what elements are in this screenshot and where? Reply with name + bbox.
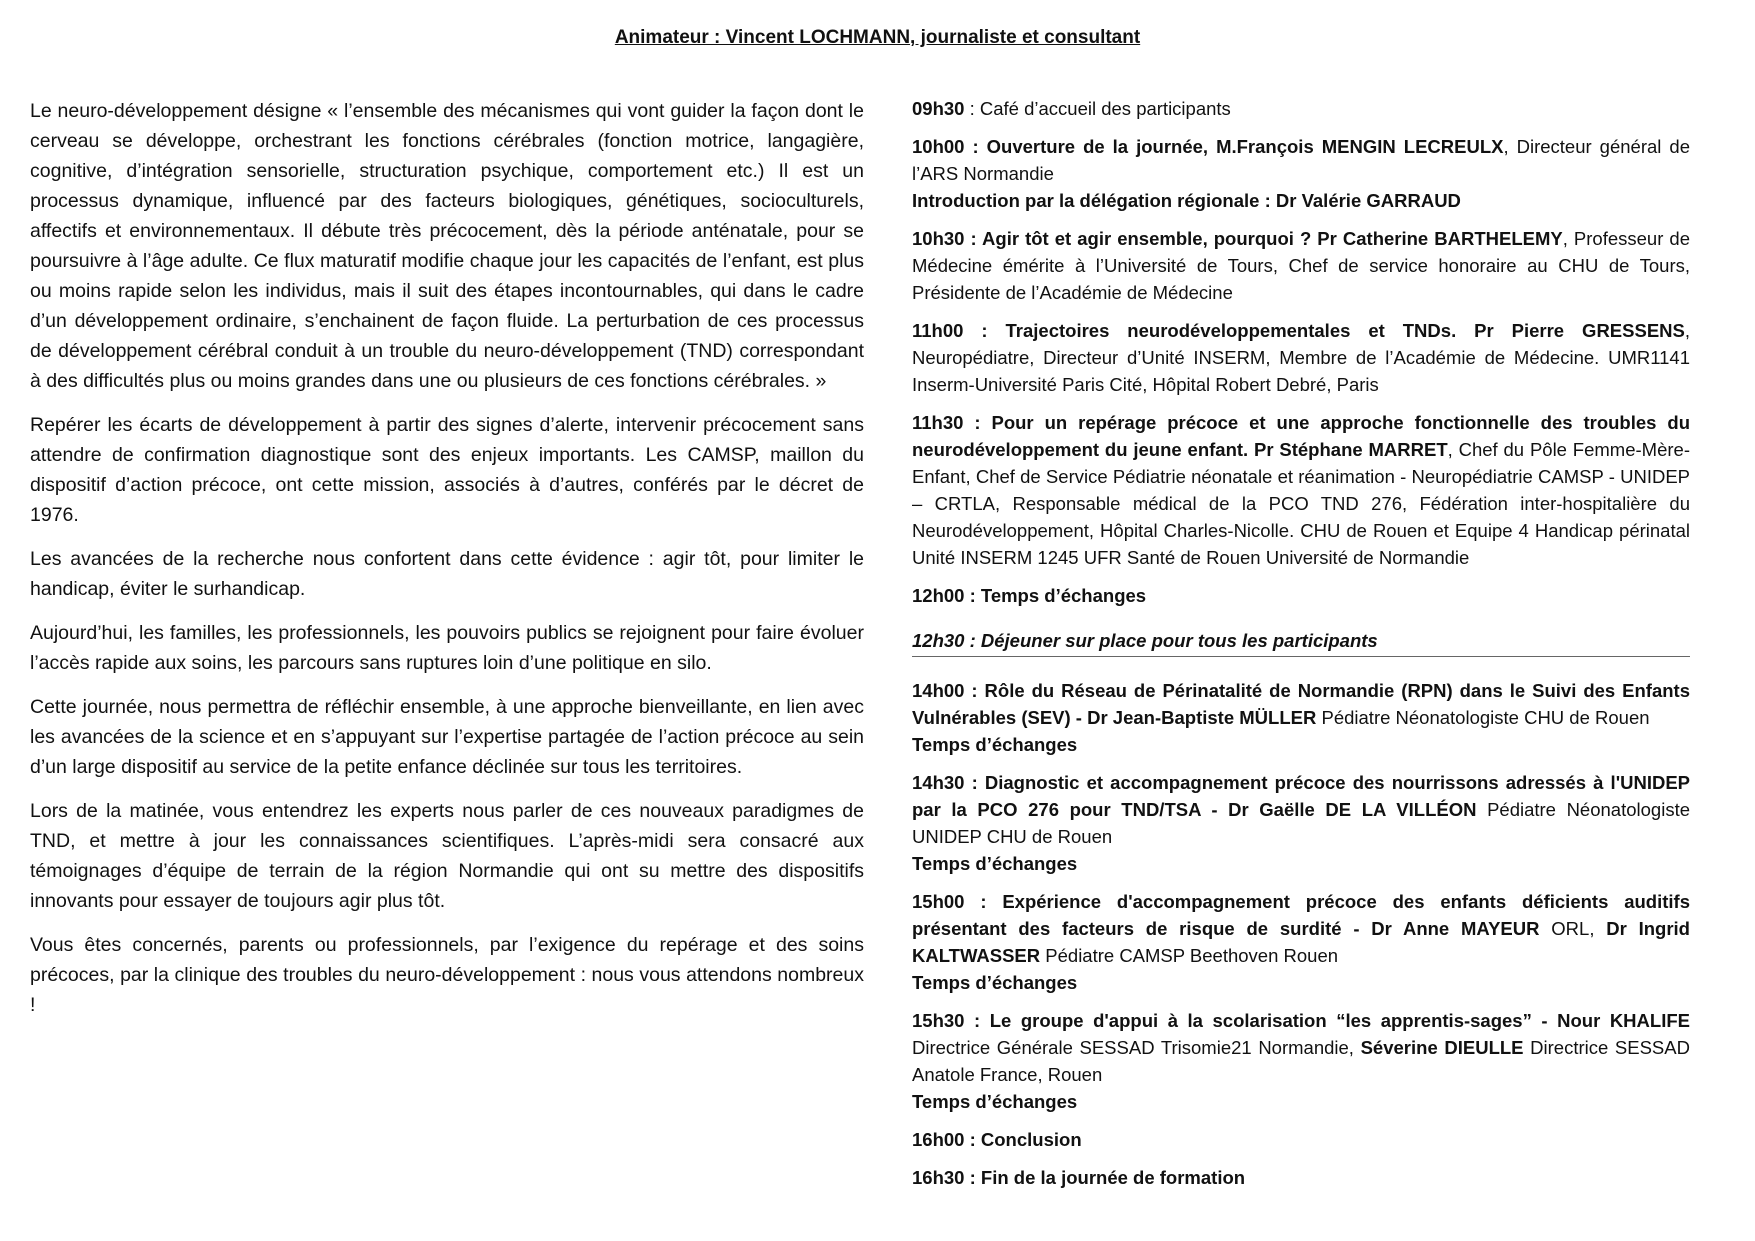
item-title: 16h30 : Fin de la journée de formation <box>912 1167 1246 1188</box>
item-text: , Directeur général de l’ARS Normandie <box>912 136 1690 184</box>
item-time: 09h30 <box>912 98 965 119</box>
program-item <box>912 582 1690 609</box>
item-title: 14h30 : Diagnostic et accompagnement précoce des nourrissons adressés à l'UNIDEP par la PCO 276 pour TND/TSA - Dr Gaëlle DE LA VILLÉON <box>912 772 1690 820</box>
item-text: Directrice SESSAD Anatole France, Rouen <box>912 1037 1690 1085</box>
item-text: Pédiatre Néonatologiste CHU de Rouen <box>1316 707 1650 728</box>
intro-paragraph: Les avancées de la recherche nous confortent dans cette évidence : agir tôt, pour limiter le handicap, éviter le surhandicap. <box>30 548 864 600</box>
item-subline: Temps d’échanges <box>912 972 1078 993</box>
item-text: Directrice Générale SESSAD Trisomie21 Normandie, <box>912 1037 1361 1058</box>
item-subline: Temps d’échanges <box>912 853 1078 874</box>
intro-paragraph: Lors de la matinée, vous entendrez les experts nous parler de ces nouveaux paradigmes de TND, et mettre à jour les connaissances scientifiques. L’après-midi sera consacré aux témoignages d’équipe de terrain de la région Normandie qui ont su mettre des dispositifs innovants pour essayer de toujours agir plus tôt. <box>30 800 864 912</box>
item-title: 10h30 : Agir tôt et agir ensemble, pourquoi ? Pr Catherine BARTHELEMY <box>912 228 1563 249</box>
item-subline: Temps d’échanges <box>912 734 1078 755</box>
program-item <box>912 888 1690 996</box>
intro-column <box>30 96 864 1034</box>
program-item <box>912 677 1690 758</box>
program-item <box>912 133 1690 214</box>
item-text: , Professeur de Médecine émérite à l’Université de Tours, Chef de service honoraire au CHU de Tours, Présidente de l’Académie de Médecine <box>912 228 1691 303</box>
item-text: Pédiatre Néonatologiste UNIDEP CHU de Rouen <box>912 799 1690 847</box>
program-column <box>912 95 1690 1202</box>
intro-paragraph: Repérer les écarts de développement à partir des signes d’alerte, intervenir précocement sans attendre de confirmation diagnostique sont des enjeux importants. Les CAMSP, maillon du dispositif d’action précoce, ont cette mission, associés à d’autres, conférés par le décret de 1976. <box>30 414 864 526</box>
program-item <box>912 1007 1690 1115</box>
item-subline: Temps d’échanges <box>912 1091 1078 1112</box>
item-text: , Neuropédiatre, Directeur d’Unité INSERM, Membre de l’Académie de Médecine. UMR1141 Inserm-Université Paris Cité, Hôpital Robert Debré, Paris <box>912 320 1690 395</box>
item-title: 11h00 : Trajectoires neurodéveloppementales et TNDs. Pr Pierre GRESSENS <box>912 320 1685 341</box>
program-item <box>912 409 1690 571</box>
item-title: 14h00 : Rôle du Réseau de Périnatalité de Normandie (RPN) dans le Suivi des Enfants Vulnérables (SEV) - Dr Jean-Baptiste MÜLLER <box>912 680 1690 728</box>
item-title: 12h00 : Temps d’échanges <box>912 585 1147 606</box>
item-text: ORL, <box>1539 918 1607 939</box>
lunch-break: 12h30 : Déjeuner sur place pour tous les participants <box>912 627 1690 657</box>
page-title: Animateur : Vincent LOCHMANN, journaliste et consultant <box>614 27 1141 48</box>
item-text: : Café d’accueil des participants <box>964 98 1231 119</box>
intro-paragraph: Aujourd’hui, les familles, les professionnels, les pouvoirs publics se rejoignent pour faire évoluer l’accès rapide aux soins, les parcours sans ruptures loin d’une politique en silo. <box>30 622 864 674</box>
item-title: 11h30 : Pour un repérage précoce et une approche fonctionnelle des troubles du neurodéveloppement du jeune enfant. Pr Stéphane MARRET <box>912 412 1690 460</box>
program-item <box>912 317 1690 398</box>
item-text: , Chef du Pôle Femme-Mère-Enfant, Chef de Service Pédiatrie néonatale et réanimation - Neuropédiatrie CAMSP - UNIDEP – CRTLA, Responsable médical de la PCO TND 276, Fédération inter-hospitalière du Neurodéveloppement, Hôpital Charles-Nicolle. CHU de Rouen et Equipe 4 Handicap périnatal Unité INSERM 1245 UFR Santé de Rouen Université de Normandie <box>912 439 1690 568</box>
program-item <box>912 1164 1690 1191</box>
program-item <box>912 95 1690 122</box>
intro-paragraph: Vous êtes concernés, parents ou professionnels, par l’exigence du repérage et des soins précoces, par la clinique des troubles du neuro-développement : nous vous attendons nombreux ! <box>30 934 864 1016</box>
program-item <box>912 1126 1690 1153</box>
program-item <box>912 225 1690 306</box>
intro-paragraph: Cette journée, nous permettra de réfléchir ensemble, à une approche bienveillante, en lien avec les avancées de la science et en s’appuyant sur l’expertise partagée de l’action précoce au sein d’un large dispositif au service de la petite enfance déclinée sur tous les territoires. <box>30 696 864 778</box>
intro-paragraph: Le neuro-développement désigne « l’ensemble des mécanismes qui vont guider la façon dont le cerveau se développe, orchestrant les fonctions cérébrales (fonction motrice, langagière, cognitive, d’intégration sensorielle, structuration psychique, comportement etc.) Il est un processus dynamique, influencé par des facteurs biologiques, génétiques, socioculturels, affectifs et environnementaux. Il débute très précocement, dès la période anténatale, pour se poursuivre à l’âge adulte. Ce flux maturatif modifie chaque jour les capacités de l’enfant, est plus ou moins rapide selon les individus, mais il suit des étapes incontournables, qui dans le cadre d’un développement ordinaire, s’enchainent de façon fluide. La perturbation de ces processus de développement cérébral conduit à un trouble du neuro-développement (TND) correspondant à des difficultés plus ou moins grandes dans une ou plusieurs de ces fonctions cérébrales. » <box>30 100 864 392</box>
item-text: Pédiatre CAMSP Beethoven Rouen <box>1040 945 1339 966</box>
item-subline: Introduction par la délégation régionale : Dr Valérie GARRAUD <box>912 190 1461 211</box>
item-title: 15h00 : Expérience d'accompagnement précoce des enfants déficients auditifs présentant des facteurs de risque de surdité - Dr Anne MAYEUR <box>912 891 1690 939</box>
item-title: Dr Ingrid KALTWASSER <box>912 918 1690 966</box>
item-title: Séverine DIEULLE <box>1360 1037 1524 1058</box>
item-title: 16h00 : Conclusion <box>912 1129 1082 1150</box>
item-title: 10h00 : Ouverture de la journée, M.François MENGIN LECREULX <box>912 136 1504 157</box>
program-item <box>912 769 1690 877</box>
item-title: 15h30 : Le groupe d'appui à la scolarisation “les apprentis-sages” - Nour KHALIFE <box>912 1010 1690 1031</box>
